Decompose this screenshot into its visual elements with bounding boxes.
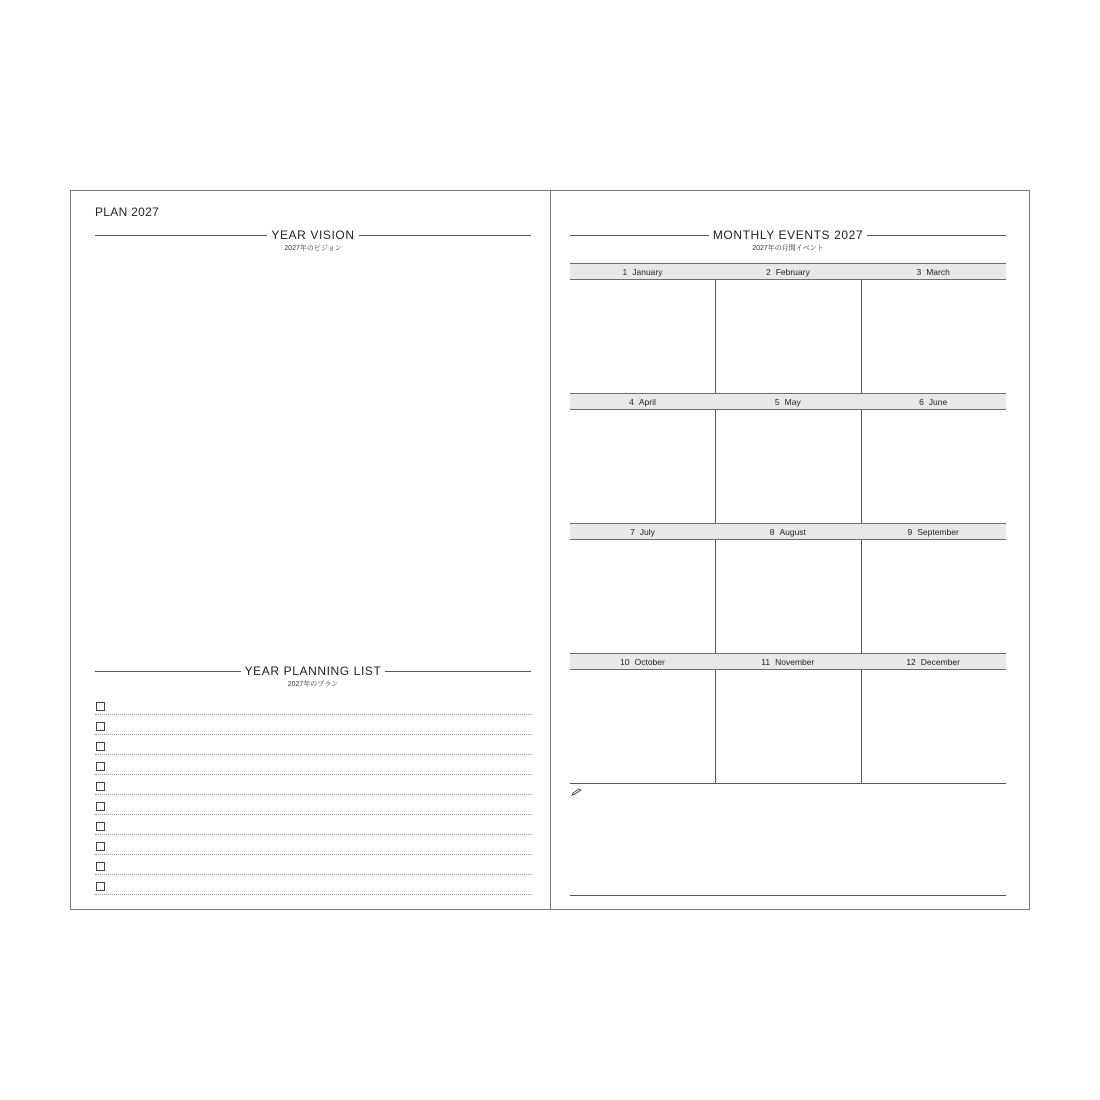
planning-checklist xyxy=(95,697,531,897)
column-divider xyxy=(715,670,716,783)
column-divider xyxy=(715,280,716,393)
month-label xyxy=(570,654,715,670)
dotted-writing-line xyxy=(95,874,531,875)
month-number: 6 xyxy=(919,397,924,407)
month-cell[interactable] xyxy=(861,670,1006,783)
month-number: 5 xyxy=(774,397,780,407)
month-label xyxy=(861,394,1006,410)
month-name: November xyxy=(775,657,815,667)
checkbox[interactable] xyxy=(96,742,105,751)
month-number: 10 xyxy=(620,657,630,667)
month-cell[interactable] xyxy=(715,280,860,393)
dotted-writing-line xyxy=(95,854,531,855)
checklist-row[interactable] xyxy=(95,717,531,737)
month-name: January xyxy=(632,267,663,277)
month-row xyxy=(570,263,1006,393)
checklist-row[interactable] xyxy=(95,697,531,717)
page-divider xyxy=(550,191,551,909)
year-planning-header xyxy=(95,663,531,691)
dotted-writing-line xyxy=(95,754,531,755)
checkbox[interactable] xyxy=(96,842,105,851)
dotted-writing-line xyxy=(95,894,531,895)
checkbox[interactable] xyxy=(96,882,105,891)
memo-bottom-rule xyxy=(570,895,1006,896)
month-cell[interactable] xyxy=(570,410,715,523)
month-header-bar xyxy=(570,523,1006,540)
month-name: March xyxy=(926,267,950,277)
column-divider xyxy=(715,540,716,653)
year-vision-area[interactable] xyxy=(95,257,531,657)
month-label xyxy=(570,524,715,540)
checklist-row[interactable] xyxy=(95,777,531,797)
year-planning-subtitle: 2027年のプラン xyxy=(287,681,339,688)
month-label xyxy=(570,394,715,410)
month-label xyxy=(570,264,715,280)
checklist-row[interactable] xyxy=(95,817,531,837)
month-cell[interactable] xyxy=(715,670,860,783)
month-cell[interactable] xyxy=(861,410,1006,523)
month-label xyxy=(861,264,1006,280)
monthly-events-subtitle: 2027年の月間イベント xyxy=(752,245,824,252)
month-label xyxy=(715,264,860,280)
month-number: 1 xyxy=(622,267,628,277)
month-number: 12 xyxy=(906,657,916,667)
checklist-row[interactable] xyxy=(95,737,531,757)
monthly-events-header xyxy=(570,227,1006,255)
month-name: August xyxy=(779,527,806,537)
column-divider xyxy=(861,410,862,523)
month-name: June xyxy=(928,397,948,407)
dotted-writing-line xyxy=(95,714,531,715)
checkbox[interactable] xyxy=(96,702,105,711)
month-name: December xyxy=(920,657,960,667)
month-number: 2 xyxy=(765,267,771,277)
month-name: September xyxy=(917,527,959,537)
month-header-bar xyxy=(570,393,1006,410)
month-cell[interactable] xyxy=(715,540,860,653)
month-label xyxy=(715,654,860,670)
dotted-writing-line xyxy=(95,834,531,835)
month-cell[interactable] xyxy=(570,280,715,393)
column-divider xyxy=(861,280,862,393)
checklist-row[interactable] xyxy=(95,877,531,897)
month-number: 11 xyxy=(761,657,771,667)
column-divider xyxy=(861,670,862,783)
month-name: April xyxy=(638,397,656,407)
checklist-row[interactable] xyxy=(95,857,531,877)
monthly-events-title: MONTHLY EVENTS 2027 xyxy=(709,228,867,242)
month-name: February xyxy=(775,267,810,277)
dotted-writing-line xyxy=(95,774,531,775)
checklist-row[interactable] xyxy=(95,797,531,817)
month-row xyxy=(570,653,1006,783)
month-row xyxy=(570,523,1006,653)
month-label xyxy=(715,394,860,410)
year-planning-title: YEAR PLANNING LIST xyxy=(241,664,386,678)
checkbox[interactable] xyxy=(96,762,105,771)
year-vision-header xyxy=(95,227,531,255)
monthly-grid xyxy=(570,263,1006,783)
month-row xyxy=(570,393,1006,523)
month-cell[interactable] xyxy=(715,410,860,523)
month-label xyxy=(861,654,1006,670)
month-number: 9 xyxy=(907,527,913,537)
month-name: October xyxy=(634,657,665,667)
month-header-bar xyxy=(570,653,1006,670)
checkbox[interactable] xyxy=(96,722,105,731)
plan-title: PLAN 2027 xyxy=(95,205,160,219)
dotted-writing-line xyxy=(95,734,531,735)
month-number: 8 xyxy=(769,527,775,537)
month-number: 3 xyxy=(916,267,922,277)
dotted-writing-line xyxy=(95,794,531,795)
checkbox[interactable] xyxy=(96,802,105,811)
grid-bottom-rule xyxy=(570,783,1006,784)
checkbox[interactable] xyxy=(96,862,105,871)
checkbox[interactable] xyxy=(96,822,105,831)
year-vision-subtitle: 2027年のビジョン xyxy=(284,245,342,252)
dotted-writing-line xyxy=(95,814,531,815)
month-name: May xyxy=(784,397,801,407)
month-cell[interactable] xyxy=(570,540,715,653)
memo-area[interactable] xyxy=(570,786,1006,896)
month-header-bar xyxy=(570,263,1006,280)
checkbox[interactable] xyxy=(96,782,105,791)
month-number: 4 xyxy=(629,397,634,407)
year-vision-title: YEAR VISION xyxy=(267,228,358,242)
column-divider xyxy=(861,540,862,653)
checklist-row[interactable] xyxy=(95,837,531,857)
month-label xyxy=(861,524,1006,540)
month-cell[interactable] xyxy=(861,540,1006,653)
month-number: 7 xyxy=(630,527,635,537)
checklist-row[interactable] xyxy=(95,757,531,777)
month-name: July xyxy=(639,527,655,537)
month-label xyxy=(715,524,860,540)
month-cell[interactable] xyxy=(570,670,715,783)
planner-spread xyxy=(70,190,1030,910)
month-cell[interactable] xyxy=(861,280,1006,393)
pencil-icon xyxy=(571,788,582,796)
column-divider xyxy=(715,410,716,523)
